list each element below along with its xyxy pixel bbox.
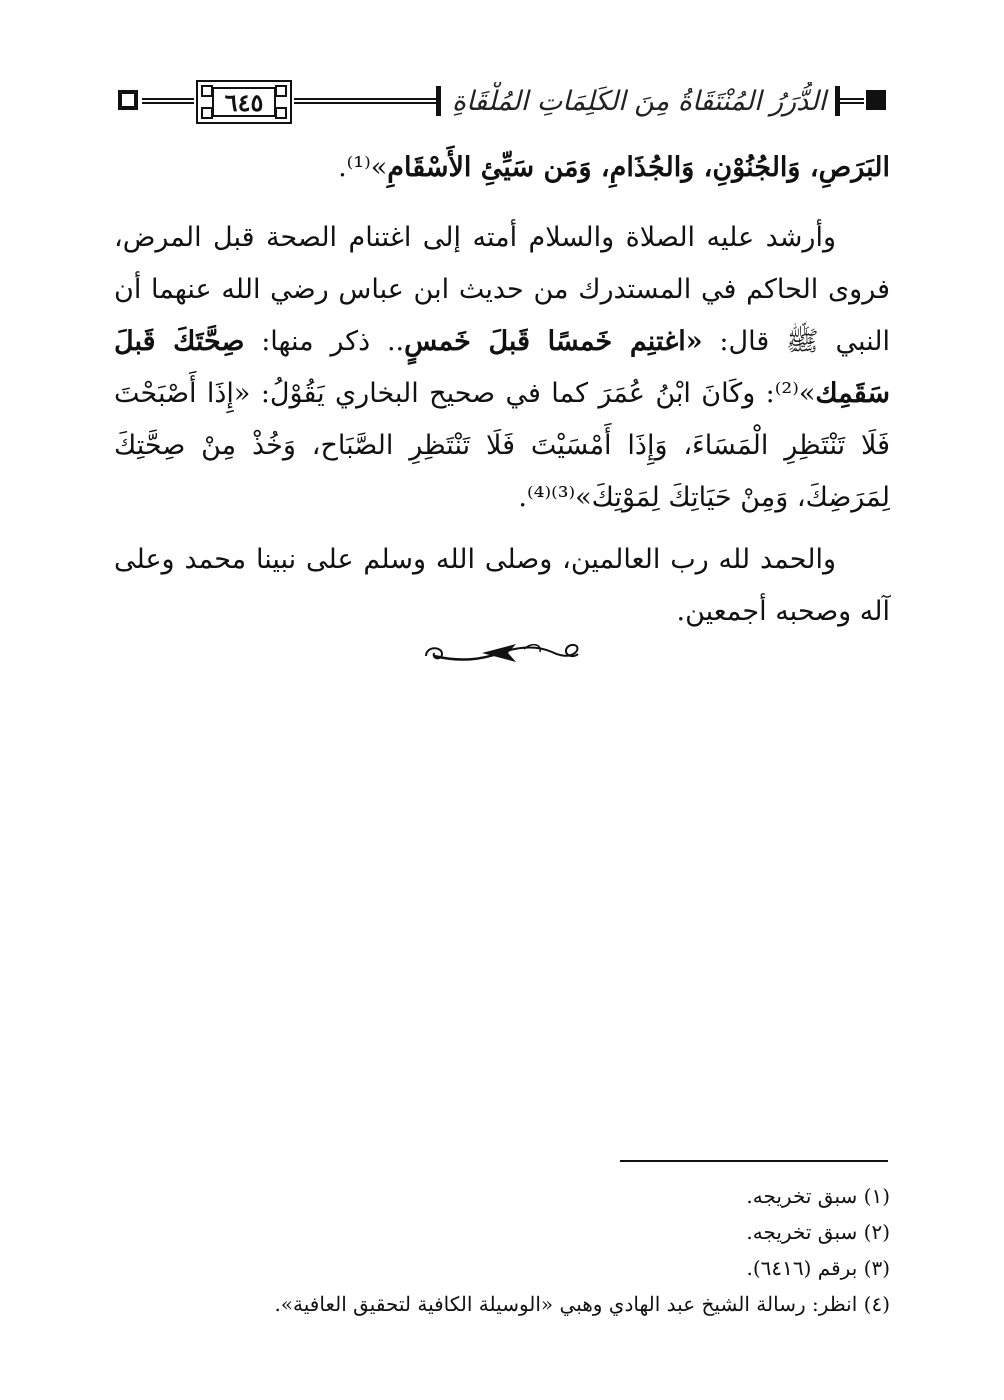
page-number: ٦٤٥ — [212, 87, 276, 117]
footnote-4: (٤) انظر: رسالة الشيخ عبد الهادي وهبي «الوسيلة الكافية لتحقيق العافية». — [274, 1292, 890, 1316]
footnote-2: (٢) سبق تخريجه. — [746, 1220, 890, 1244]
header-rule — [836, 98, 864, 104]
paragraph-text: والحمد لله رب العالمين، وصلى الله وسلم على نبينا محمد وعلى آله وصحبه أجمعين. — [114, 544, 890, 627]
paragraph-closing — [114, 534, 890, 638]
running-header — [114, 76, 890, 130]
header-bar — [436, 86, 441, 116]
paragraph-text: »⁽²⁾: وكَانَ ابْنُ عُمَرَ كما في صحيح البخاري يَقُوْلُ: «إِذَا أَصْبَحْتَ فَلَا تَنْتَظِرِ الْمَسَاءَ، وَإِذَا أَمْسَيْتَ فَلَا تَنْتَظِرِ الصَّبَاح، وَخُذْ مِنْ صِحَّتِكَ لِمَرَضِكَ، وَمِنْ حَيَاتِكَ لِمَوْتِكَ»⁽³⁾⁽⁴⁾. — [114, 378, 890, 513]
page-number-frame — [196, 80, 292, 124]
header-square-left — [118, 90, 138, 110]
paragraph-text: وأرشد عليه الصلاة والسلام أمته إلى اغتنام الصحة قبل المرض، فروى الحاكم في المستدرك من حديث ابن عباس رضي الله عنهما أن النبي ﷺ قال: — [114, 222, 890, 357]
footnote-3: (٣) برقم (٦٤١٦). — [746, 1256, 890, 1280]
hadith-text: البَرَصِ، وَالجُنُوْنِ، وَالجُذَامِ، وَمَن سَيِّئِ الأَسْقَامِ — [387, 152, 890, 183]
footnote-1: (١) سبق تخريجه. — [746, 1184, 890, 1208]
header-rule — [294, 98, 436, 104]
paragraph-text: .. ذكر منها: — [244, 326, 405, 357]
book-title: الدُّرَرُ المُنْتَقَاةُ مِنَ الكَلِمَاتِ المُلْقَاةِ — [451, 86, 827, 117]
paragraph-health — [114, 212, 890, 524]
footnote-separator — [620, 1160, 888, 1162]
frame-corner — [275, 107, 287, 119]
paragraph-continuation — [114, 142, 890, 194]
hadith-text: «اغتنِم خَمسًا قَبلَ خَمسٍ — [404, 326, 703, 357]
paragraph-text: »⁽¹⁾. — [338, 152, 388, 183]
frame-corner — [275, 85, 287, 97]
header-rule — [142, 98, 194, 104]
footnotes — [200, 1178, 890, 1322]
floral-divider-icon — [420, 636, 586, 670]
hadith-text: صِحَّتَكَ قَبلَ سَقَمِك — [114, 326, 890, 409]
header-square-right — [866, 90, 886, 110]
